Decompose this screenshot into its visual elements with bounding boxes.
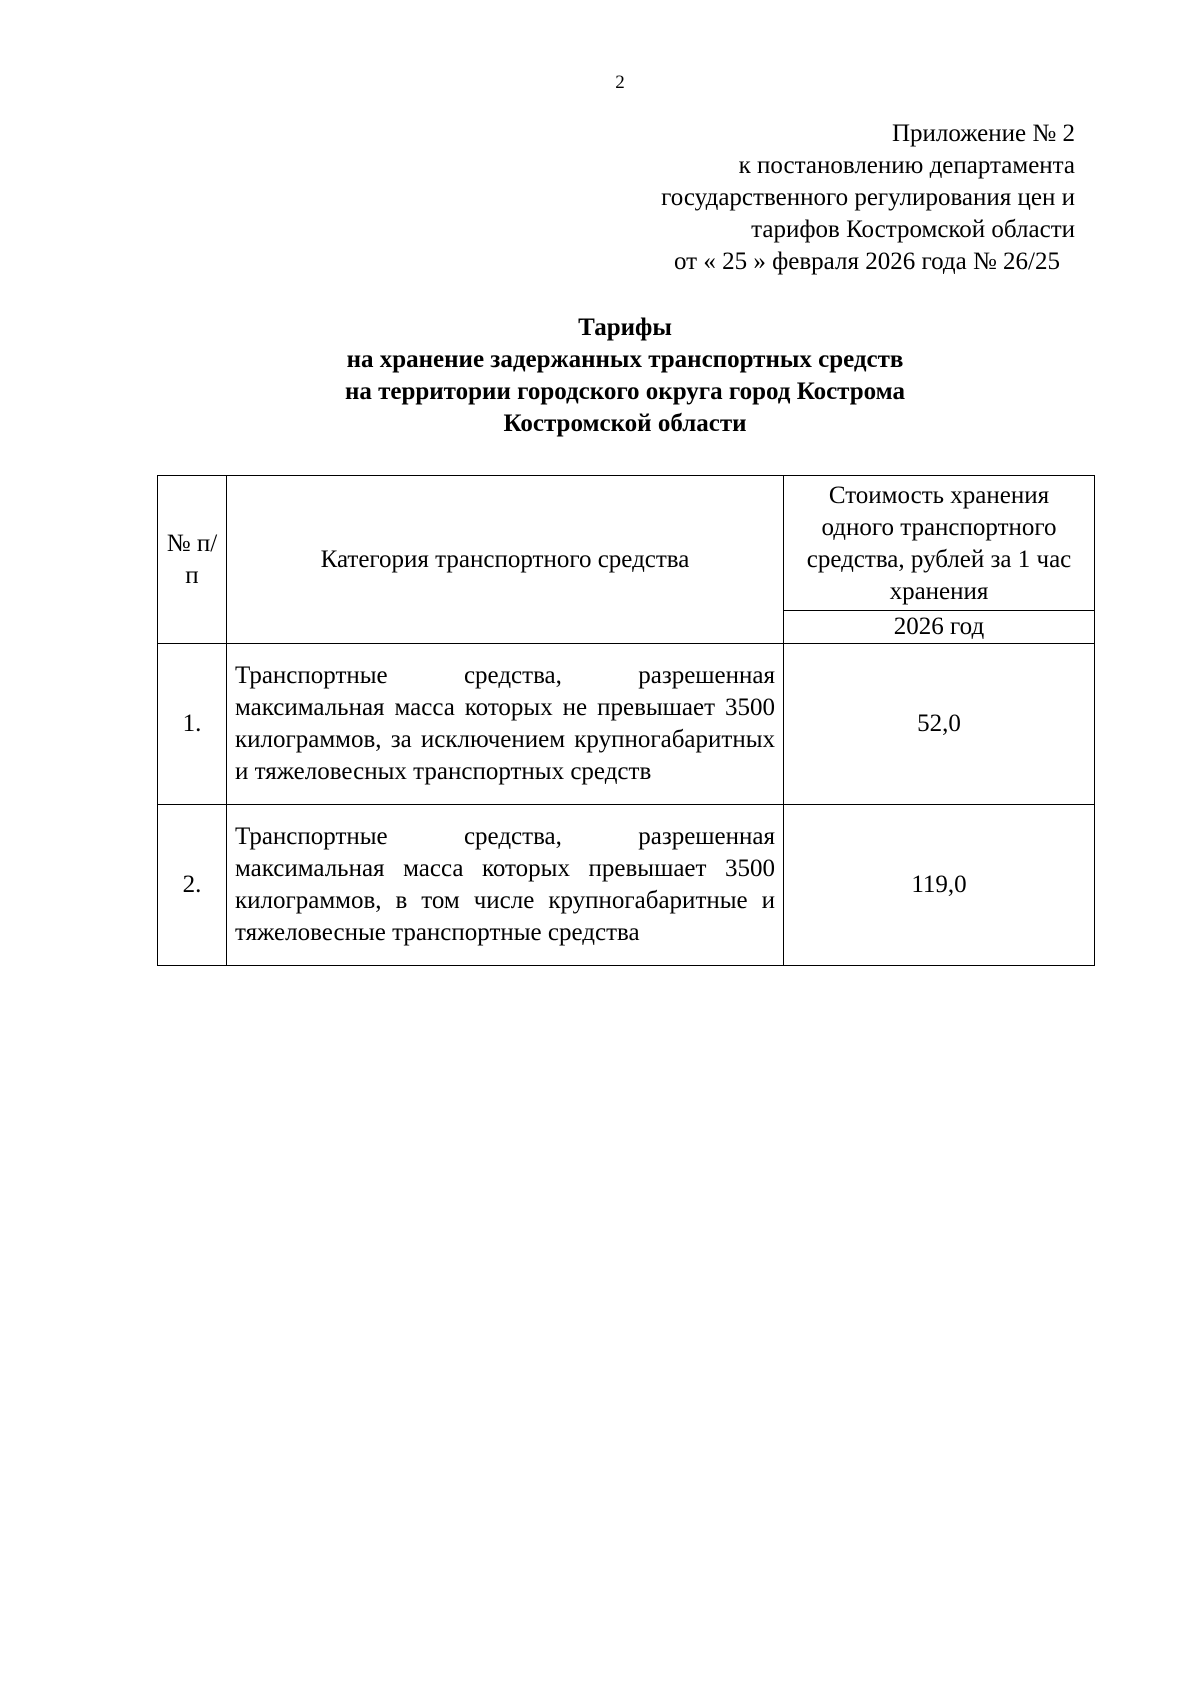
- row-category: Транспортные средства, разрешенная максимальная масса которых не превышает 3500 килограммов, за исключением крупногабаритных и тяжеловесных транспортных средств: [227, 644, 784, 805]
- row-category: Транспортные средства, разрешенная максимальная масса которых превышает 3500 килограммов, в том числе крупногабаритные и тяжеловесные транспортные средства: [227, 805, 784, 966]
- appendix-region: тарифов Костромской области: [751, 216, 1075, 243]
- appendix-date: от « 25 » февраля 2026 года № 26/25: [673, 248, 1060, 275]
- header-year: 2026 год: [784, 611, 1095, 644]
- table-header-row: [158, 476, 1095, 611]
- title-main: Тарифы: [578, 314, 672, 341]
- appendix-title: Приложение № 2: [891, 120, 1075, 147]
- appendix-block: [555, 118, 1075, 278]
- row-number: 1.: [158, 644, 227, 805]
- appendix-reference: к постановлению департамента: [738, 152, 1075, 179]
- title-region: Костромской области: [503, 410, 747, 437]
- row-value: 119,0: [784, 805, 1095, 966]
- header-category: Категория транспортного средства: [227, 476, 784, 644]
- table-row: [158, 644, 1095, 805]
- row-value: 52,0: [784, 644, 1095, 805]
- title-territory: на территории городского округа город Кострома: [344, 378, 906, 405]
- page-number: 2: [615, 72, 625, 93]
- tariffs-table: [157, 475, 1095, 966]
- appendix-department: государственного регулирования цен и: [661, 184, 1075, 211]
- table-row: [158, 805, 1095, 966]
- row-number: 2.: [158, 805, 227, 966]
- header-cost: Стоимость хранения одного транспортного средства, рублей за 1 час хранения: [784, 476, 1095, 611]
- title-subject: на хранение задержанных транспортных средств: [346, 346, 904, 373]
- header-number: № п/п: [158, 476, 227, 644]
- document-title: [150, 312, 1100, 440]
